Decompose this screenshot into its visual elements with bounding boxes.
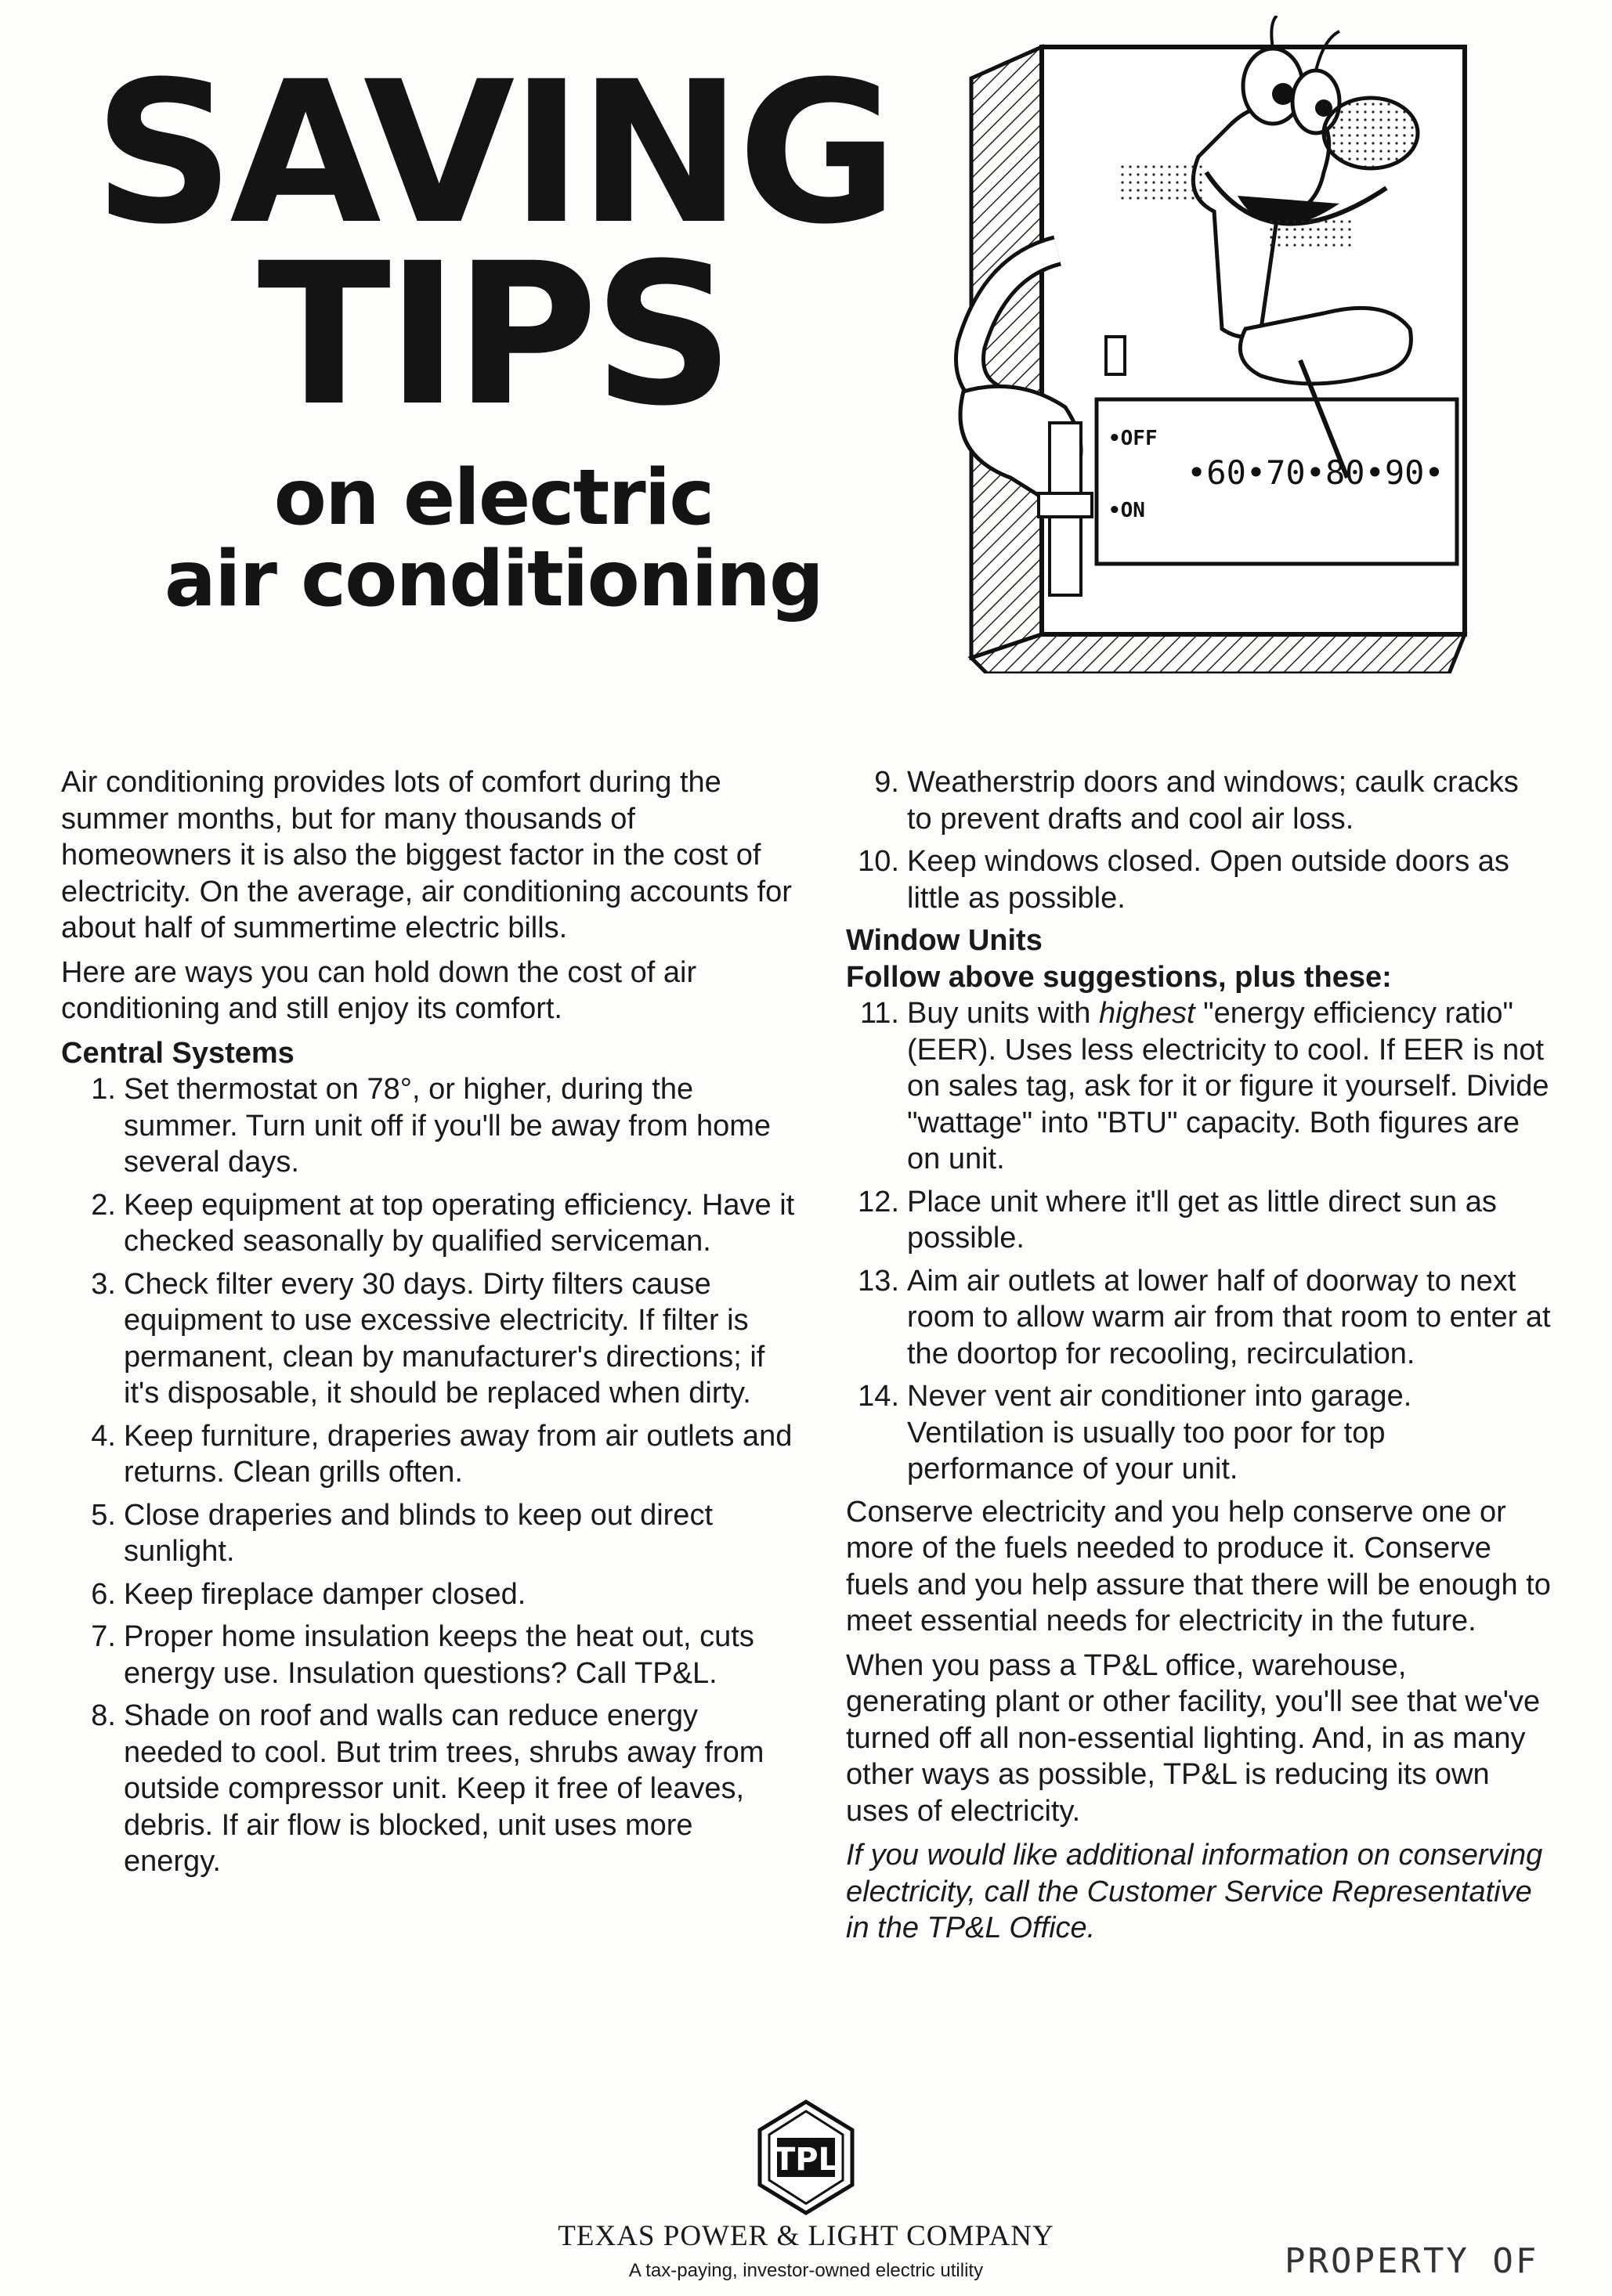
intro-paragraph-2: Here are ways you can hold down the cost of air conditioning and still enjoy its comfort.: [61, 955, 697, 1025]
tip-item: [846, 843, 1551, 916]
closing-italic-text: If you would like additional information on conserving electricity, call the Customer Service Representative in the TP&L Office.: [846, 1839, 1543, 1944]
tip-number: 12.: [858, 1185, 899, 1218]
tip-number: 11.: [859, 997, 899, 1030]
tip-text-emphasis: highest: [1099, 997, 1195, 1030]
tip-number: 3.: [91, 1267, 116, 1301]
tip-number: 2.: [91, 1188, 116, 1222]
tip-item: [846, 1378, 1551, 1488]
left-column: [61, 764, 797, 1886]
subtitle-line2: air conditioning: [164, 535, 823, 624]
tip-number: 8.: [91, 1699, 116, 1732]
tip-item: [61, 1497, 797, 1570]
tip-item: [61, 1187, 797, 1260]
tip-number: 6.: [91, 1577, 116, 1611]
property-stamp: PROPERTY OF: [1285, 2241, 1539, 2281]
tip-number: 9.: [874, 766, 899, 799]
thermostat-scale: •60•70•80•90•: [1187, 453, 1444, 492]
title-block: [55, 39, 932, 624]
intro-paragraph-1: Air conditioning provides lots of comfort during the summer months, but for many thousands of homeowners it is also the biggest factor in the cost of electricity. On the average, air conditioning accounts for about half of summertime electric bills.: [61, 766, 792, 944]
tip-text: Keep windows closed. Open outside doors as little as possible.: [907, 845, 1509, 915]
central-tips-continued: [846, 764, 1551, 916]
title-tips: TIPS: [257, 221, 730, 449]
window-units-heading: Window Units: [846, 924, 1043, 957]
tip-text: Close draperies and blinds to keep out direct sunlight.: [124, 1498, 714, 1568]
tip-text: Shade on roof and walls can reduce energy needed to cool. But trim trees, shrubs away from outside compressor unit. Keep it free of leaves, debris. If air flow is blocked, unit uses more energy.: [124, 1699, 764, 1878]
subtitle-line1: on electric: [273, 453, 714, 543]
thermostat-on-label: •ON: [1108, 499, 1145, 522]
tip-text: Keep equipment at top operating efficiency. Have it checked seasonally by qualified serviceman.: [124, 1188, 795, 1258]
tip-text: Set thermostat on 78°, or higher, during the summer. Turn unit off if you'll be away from home several days.: [124, 1073, 772, 1179]
tip-text: Keep furniture, draperies away from air outlets and returns. Clean grills often.: [124, 1419, 793, 1489]
tip-number: 13.: [858, 1264, 899, 1298]
tip-text: Keep fireplace damper closed.: [124, 1577, 526, 1611]
tip-item: [61, 1071, 797, 1181]
thermostat-mascot-illustration: [901, 16, 1496, 673]
tip-item: [61, 1266, 797, 1412]
tip-number: 1.: [91, 1073, 116, 1106]
tip-text-post: "energy efficiency ratio" (EER). Uses less electricity to cool. If EER is not on sales tag, ask for it or figure it yourself. Divide "wattage" into "BTU" capacity. Both figures are on unit.: [907, 997, 1549, 1175]
tip-text: Never vent air conditioner into garage. Ventilation is usually too poor for top performance of your unit.: [907, 1380, 1412, 1486]
company-tagline: A tax-paying, investor-owned electric utility: [628, 2260, 984, 2281]
tip-item: [846, 995, 1551, 1178]
tip-number: 5.: [91, 1498, 116, 1532]
tip-item: [61, 1418, 797, 1491]
central-tips-list: [61, 1071, 797, 1880]
tip-text: Check filter every 30 days. Dirty filters cause equipment to use excessive electricity. If filter is permanent, clean by manufacturer's directions; if it's disposable, it should be replaced when dirty.: [124, 1267, 765, 1410]
tip-number: 7.: [91, 1620, 116, 1653]
tpl-logo: [757, 2099, 855, 2216]
tip-item: [846, 764, 1551, 837]
right-column: [846, 764, 1551, 1955]
tip-text: Place unit where it'll get as little direct sun as possible.: [907, 1185, 1497, 1254]
closing-italic-paragraph: [846, 1837, 1551, 1947]
tip-number: 10.: [858, 845, 899, 878]
tip-item: [846, 1184, 1551, 1257]
window-units-subheading: Follow above suggestions, plus these:: [846, 960, 1392, 994]
tip-number: 14.: [858, 1380, 899, 1413]
central-systems-heading: Central Systems: [61, 1036, 295, 1070]
tip-item: [61, 1576, 797, 1613]
closing-paragraph-1: Conserve electricity and you help conserve one or more of the fuels needed to produce it. Conserve fuels and you help assure that there will be enough to meet essential needs for electricity in the future.: [846, 1495, 1551, 1637]
tip-text-pre: Buy units with: [907, 997, 1099, 1030]
tip-item: [61, 1698, 797, 1880]
company-name: TEXAS POWER & LIGHT COMPANY: [558, 2220, 1054, 2252]
tip-item: [846, 1263, 1551, 1373]
tip-text: [907, 995, 1551, 1178]
tip-item: [61, 1619, 797, 1691]
closing-paragraph-2: When you pass a TP&L office, warehouse, generating plant or other facility, you'll see that we've turned off all non-essential lighting. And, in as many other ways as possible, TP&L is reducing its own uses of electricity.: [846, 1648, 1541, 1828]
tip-text: Weatherstrip doors and windows; caulk cracks to prevent drafts and cool air loss.: [907, 766, 1519, 836]
thermostat-off-label: •OFF: [1108, 427, 1158, 450]
tip-text: Proper home insulation keeps the heat out, cuts energy use. Insulation questions? Call TP&L.: [124, 1620, 754, 1690]
tip-text: Aim air outlets at lower half of doorway to next room to allow warm air from that room to enter at the doortop for recooling, recirculation.: [907, 1264, 1551, 1370]
hero: [0, 0, 1612, 705]
logo-text: TPL: [773, 2142, 839, 2178]
title-saving: SAVING: [93, 39, 894, 267]
tip-number: 4.: [91, 1419, 116, 1453]
window-tips-list: [846, 995, 1551, 1488]
